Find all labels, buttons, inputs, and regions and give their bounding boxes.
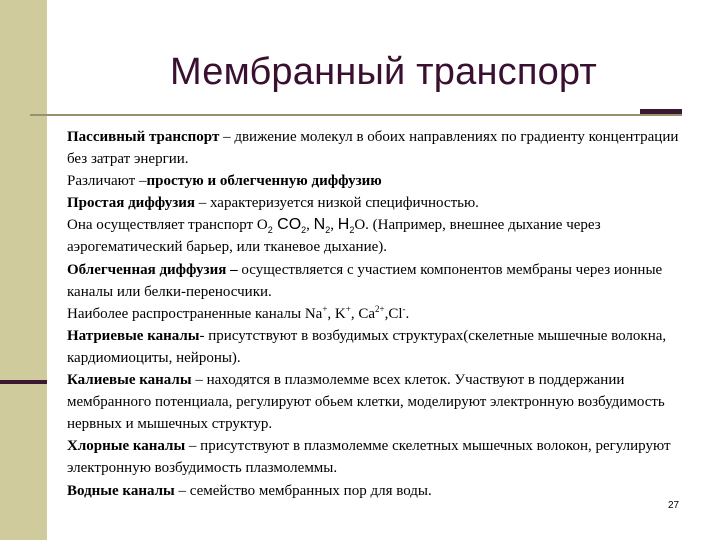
slide-body (67, 126, 697, 502)
gases-text-start: Она осуществляет транспорт О (67, 217, 268, 234)
side-decoration-bar (0, 0, 47, 540)
side-accent-mark (0, 380, 47, 384)
term-simple-diffusion: Простая диффузия (67, 195, 195, 212)
term-chloride-channels: Хлорные каналы (67, 438, 186, 455)
term-water-channels: Водные каналы (67, 482, 175, 499)
paragraph-common-channels (67, 303, 697, 325)
superscript: + (322, 303, 328, 314)
separator: , (330, 217, 338, 234)
definition-water-channels: – семейство мембранных пор для воды. (174, 482, 432, 499)
term-passive-transport: Пассивный транспорт (67, 129, 220, 145)
formula-h: H (337, 216, 350, 234)
page-number: 27 (668, 500, 680, 511)
channels-text-e: . (405, 305, 410, 322)
paragraph-sodium-channels (67, 325, 697, 369)
subscript: 2 (267, 225, 273, 236)
superscript: 2+ (375, 303, 385, 314)
formula-n: N (313, 216, 326, 234)
term-facilitated-diffusion: Облегченная диффузия – (67, 261, 238, 278)
definition-passive-transport: – движение молекул в обоих направлениях по градиенту концентрации без затрат энергии. (67, 129, 679, 168)
subscript: 2 (349, 225, 355, 236)
divider-accent (640, 109, 682, 114)
definition-sodium-channels: - присутствуют в возбудимых структурах(скелетные мышечные волокна, кардиомиоциты, нейроны). (67, 327, 667, 366)
channels-text-c: , Ca (350, 305, 376, 322)
definition-chloride-channels: – присутствуют в плазмолемме скелетных мышечных волокон, регулируют электронную возбудимость плазмолеммы. (67, 438, 671, 477)
subscript: 2 (301, 225, 307, 236)
paragraph-water-channels (67, 480, 697, 502)
paragraph-simple-diffusion (67, 192, 697, 214)
superscript: - (402, 303, 406, 314)
term-potassium-channels: Калиевые каналы (67, 372, 192, 389)
paragraph-distinguish (67, 170, 697, 192)
separator: , (306, 217, 314, 234)
definition-facilitated-diffusion: осуществляется с участием компонентов мембраны через ионные каналы или белки-переносчики. (67, 261, 663, 300)
paragraph-facilitated-diffusion (67, 259, 697, 303)
paragraph-transport-gases (67, 214, 697, 258)
gases-text-end: O. (Например, внешнее дыхание через аэрогематический барьер, или тканевое дыхание). (67, 217, 601, 256)
distinguish-bold: простую и облегченную диффузию (146, 173, 382, 190)
channels-text-b: , K (327, 305, 346, 322)
paragraph-chloride-channels (67, 435, 697, 479)
definition-simple-diffusion: – характеризуется низкой специфичностью. (194, 195, 479, 212)
paragraph-potassium-channels (67, 369, 697, 435)
term-sodium-channels: Натриевые каналы (67, 327, 200, 344)
paragraph-passive-transport (67, 126, 697, 170)
title-divider (30, 114, 682, 116)
superscript: + (345, 303, 351, 314)
definition-potassium-channels: – находятся в плазмолемме всех клеток. Участвуют в поддержании мембранного потенциала, регулируют обьем клетки, моделируют электронную возбудимость нервных и мышечных структур. (67, 372, 665, 433)
distinguish-text: Различают – (67, 173, 147, 190)
subscript: 2 (325, 225, 331, 236)
slide-title: Мембранный транспорт (169, 51, 598, 93)
formula-co: CO (272, 216, 302, 234)
channels-text-d: ,Cl (384, 305, 403, 322)
channels-text-a: Наиболее распространенные каналы Na (67, 305, 323, 322)
